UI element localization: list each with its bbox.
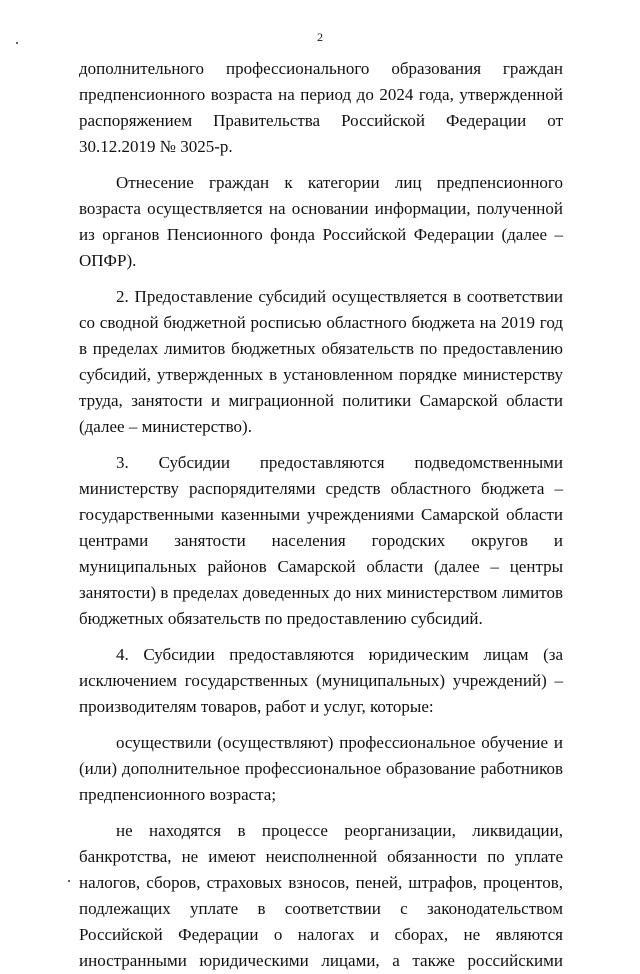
paragraph-continuation: дополнительного профессионального образования граждан предпенсионного возраста на период до 2024 года, утвержденной распоряжением Правительства Российской Федерации от 30.12.2019 № 3025-р. [79,59,563,156]
paragraph-item-4: 4. Субсидии предоставляются юридическим лицам (за исключением государственных (муниципальных) учреждений) – производителям товаров, работ и услуг, которые: [79,645,563,716]
paragraph-age-category: Отнесение граждан к категории лиц предпенсионного возраста осуществляется на основании информации, полученной из органов Пенсионного фонда Российской Федерации (далее – ОПФР). [79,173,563,270]
scan-artifact [16,42,18,44]
paragraph-condition-status: не находятся в процессе реорганизации, ликвидации, банкротства, не имеют неисполненной обязанности по уплате налогов, сборов, страховых взносов, пеней, штрафов, процентов, подлежащих уплате в соответствии с законодательством Российской Федерации о налогах и сборах, не являются иностранными юридическими лицами, а также российскими [79,821,563,970]
page-number: 2 [317,30,323,44]
paragraph-item-3: 3. Субсидии предоставляются подведомственными министерству распорядителями средств областного бюджета – государственными казенными учреждениями Самарской области центрами занятости населения городских округов и муниципальных районов Самарской области (далее – центры занятости) в пределах доведенных до них министерством лимитов бюджетных обязательств по предоставлению субсидий. [79,453,563,628]
scan-artifact [68,880,70,882]
paragraph-item-2: 2. Предоставление субсидий осуществляется в соответствии со сводной бюджетной росписью областного бюджета на 2019 год в пределах лимитов бюджетных обязательств по предоставлению субсидий, утвержденных в установленном порядке министерству труда, занятости и миграционной политики Самарской области (далее – министерство). [79,287,563,436]
paragraph-condition-training: осуществили (осуществляют) профессиональное обучение и (или) дополнительное профессиональное образование работников предпенсионного возраста; [79,733,563,804]
document-body [79,56,563,974]
